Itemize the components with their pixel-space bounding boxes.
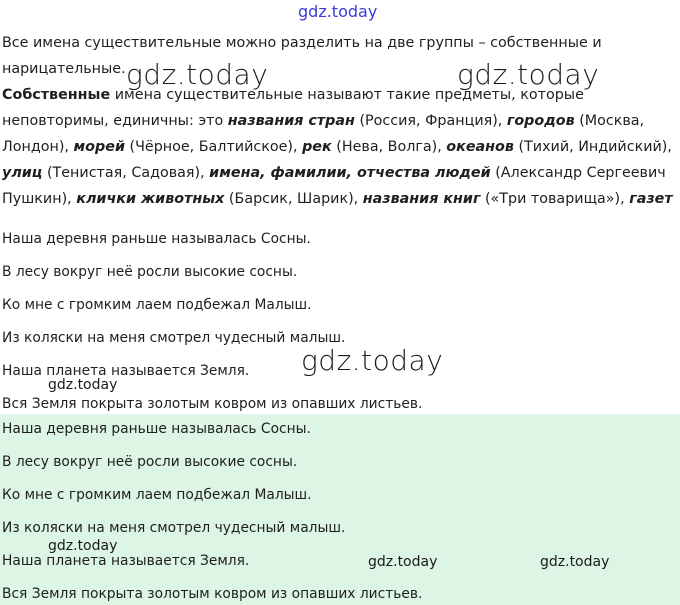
answer-1: Наша деревня раньше называлась Сосны. (2, 421, 311, 437)
rule-text-span: (Россия, Франция), (354, 113, 507, 129)
watermark-mid-right: gdz.today (457, 58, 600, 91)
sentence-5: Наша планета называется Земля. (2, 363, 250, 379)
rule-text-span: (Москва, Лондон), (2, 113, 645, 155)
rule-definition (2, 82, 678, 212)
rule-text-span: («Три товарища»), (480, 191, 630, 207)
watermark-top: gdz.today (298, 2, 378, 21)
rule-intro: Все имена существительные можно разделить на две группы – собственные и нарицательные. (2, 35, 602, 77)
watermark-small-3: gdz.today (368, 554, 438, 570)
rule-lead: Собственные (2, 87, 111, 103)
watermark-small-1: gdz.today (48, 377, 118, 393)
answer-3: Ко мне с громким лаем подбежал Малыш. (2, 487, 312, 503)
watermark-center: gdz.today (301, 344, 444, 377)
rule-highlight: улиц (2, 165, 43, 181)
answer-4: Из коляски на меня смотрел чудесный малыш. (2, 520, 346, 536)
sentence-2: В лесу вокруг неё росли высокие сосны. (2, 264, 298, 280)
rule-highlight: газет (629, 191, 673, 207)
rule-highlight: океанов (446, 139, 514, 155)
rule-highlight: клички животных (76, 191, 225, 207)
watermark-small-2: gdz.today (48, 538, 118, 554)
rule-text-span: имена существительные называют такие предметы, которые неповторимы, единичны: это (2, 87, 584, 129)
rule-highlight: имена, фамилии, отчества людей (209, 165, 491, 181)
answer-2: В лесу вокруг неё росли высокие сосны. (2, 454, 298, 470)
sentence-6: Вся Земля покрыта золотым ковром из опавших листьев. (2, 396, 423, 412)
rule-highlight: названия стран (227, 113, 355, 129)
rule-highlight: морей (73, 139, 125, 155)
rule-text-span: (Тенистая, Садовая), (42, 165, 210, 181)
rule-highlight: городов (506, 113, 575, 129)
answer-6: Вся Земля покрыта золотым ковром из опавших листьев. (2, 586, 423, 602)
rule-highlight: рек (302, 139, 332, 155)
rule-text-span: (Чёрное, Балтийское), (124, 139, 303, 155)
rule-text-span: (Барсик, Шарик), (224, 191, 363, 207)
sentence-3: Ко мне с громким лаем подбежал Малыш. (2, 297, 312, 313)
sentence-1: Наша деревня раньше называлась Сосны. (2, 231, 311, 247)
rule-text-span: (Александр Сергеевич Пушкин), (2, 165, 666, 207)
answer-5: Наша планета называется Земля. (2, 553, 250, 569)
rule-highlight: названия книг (362, 191, 481, 207)
rule-text-span: (Тихий, Индийский), (513, 139, 672, 155)
watermark-mid-left: gdz.today (126, 58, 269, 91)
watermark-small-4: gdz.today (540, 554, 610, 570)
answer-block (0, 414, 680, 605)
sentence-4: Из коляски на меня смотрел чудесный малыш. (2, 330, 346, 346)
rule-text-span: (Нева, Волга), (331, 139, 447, 155)
